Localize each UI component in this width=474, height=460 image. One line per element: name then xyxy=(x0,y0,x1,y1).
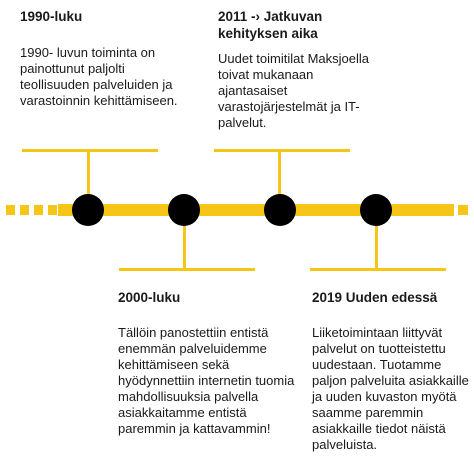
milestone-text: Liiketoimintaan liittyvät palvelut on tuotteistettu uudestaan. Tuotamme paljon palveluita asiakkaille ja uuden kuvaston myötä saamme paremmin asiakkaille tiedot näistä palveluista. xyxy=(312,325,469,452)
milestone-text: Tällöin panostettiin entistä enemmän palveluidemme kehittämiseen sekä hyödynnettiin internetin tuomia mahdollisuuksia palvella asiakkaitamme entistä paremmin ja kattavammin! xyxy=(118,325,295,436)
milestone-title: 1990-luku xyxy=(20,9,83,24)
timeline-dash-2 xyxy=(20,205,29,215)
timeline-bar xyxy=(58,204,454,216)
milestone-dot-1990 xyxy=(72,194,104,226)
timeline-dash-end xyxy=(458,205,468,215)
milestone-dot-2019 xyxy=(360,194,392,226)
milestone-dot-2011 xyxy=(264,194,296,226)
milestone-title: 2011 -› Jatkuvan kehityksen aika xyxy=(218,9,323,41)
milestone-text: Uudet toimitilat Maksjoella toivat mukanaan ajantasaiset varastojärjestelmät ja IT-palvelut. xyxy=(218,51,370,130)
milestone-1990 xyxy=(20,8,195,109)
timeline-dash-1 xyxy=(6,205,15,215)
milestone-dot-2000 xyxy=(168,194,200,226)
milestone-2019 xyxy=(312,289,472,453)
milestone-2011 xyxy=(218,8,378,131)
milestone-title: 2019 Uuden edessä xyxy=(312,290,438,305)
milestone-title: 2000-luku xyxy=(118,290,181,305)
milestone-2000 xyxy=(118,289,298,437)
timeline-dash-4 xyxy=(48,205,57,215)
milestone-text: 1990- luvun toiminta on painottunut paljolti teollisuuden palveluiden ja varastoinnin kehittämiseen. xyxy=(20,45,178,108)
timeline-dash-3 xyxy=(34,205,43,215)
